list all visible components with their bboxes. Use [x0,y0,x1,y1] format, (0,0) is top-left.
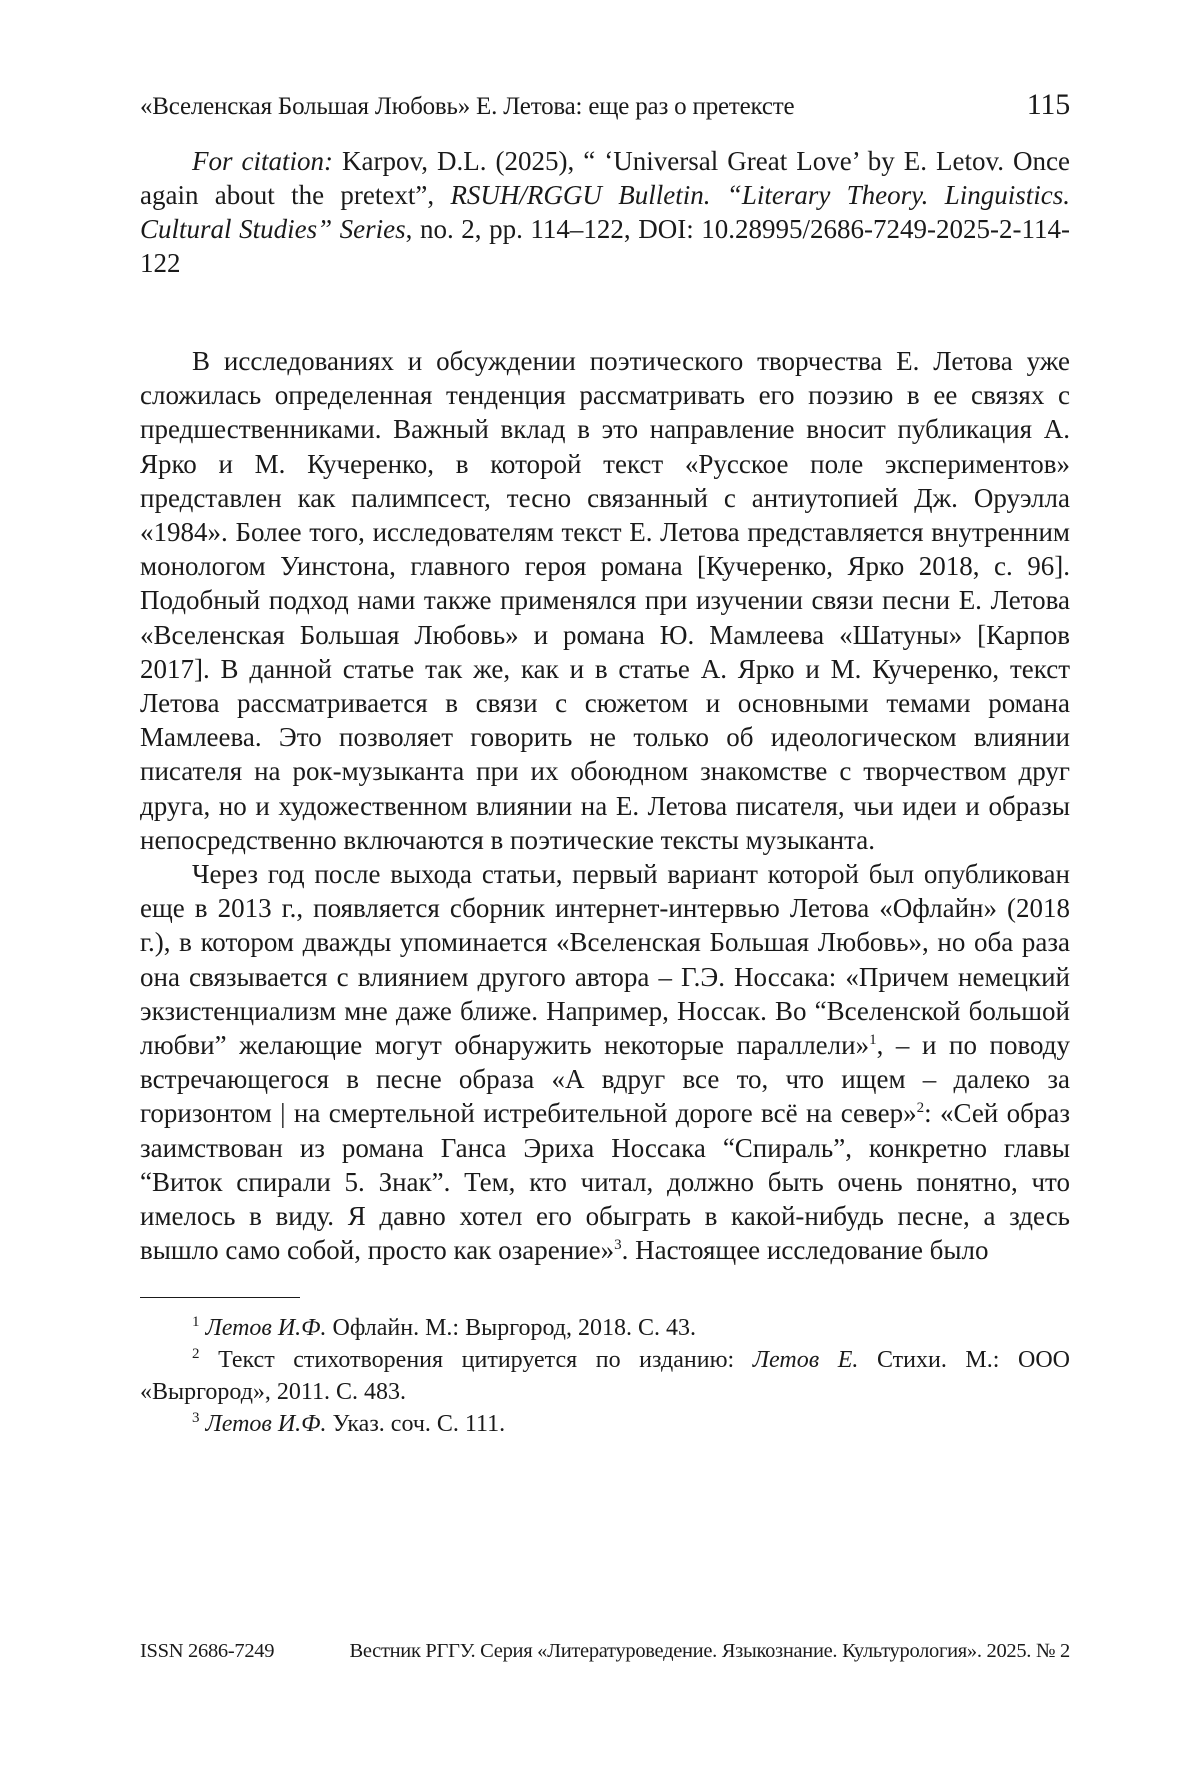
footnote-pre: Текст стихотворения цитируется по изданию: [200,1347,753,1373]
footnotes [140,1312,1070,1440]
paragraph-2-part-2: , – и по поводу встречающегося в песне образа «А вдруг все то, что ищем – далеко за горизонтом | на смертельной истребительной дороге всё на север» [140,1030,1070,1128]
citation-journal: RSUH/RGGU Bulletin. “Literary Theory. Linguistics. Cultural Studies” Series [140,180,1070,244]
footnote-ref-1[interactable]: 1 [869,1032,877,1048]
footnote-text: Офлайн. М.: Выргород, 2018. С. 43. [326,1315,696,1341]
footnote-text: Стихи. М.: ООО «Выргород», 2011. С. 483. [140,1347,1070,1405]
footnote-author: Летов И.Ф. [206,1411,327,1437]
footnote-1 [140,1312,1070,1344]
citation-block [140,144,1070,280]
footer-issn: ISSN 2686-7249 [140,1640,274,1663]
paragraph-2-part-3: : «Сей образ заимствован из романа Ганса Эриха Носсака “Спираль”, конкретно главы “Виток спирали 5. Знак”. Тем, кто читал, должно быть очень понятно, что имелось в виду. Я давно хотел его обыграть в какой-нибудь песне, а здесь вышло само собой, просто как озарение» [140,1098,1070,1265]
citation-details: , no. 2, pp. 114–122, DOI: 10.28995/2686-7249-2025-2-114-122 [140,214,1070,278]
footnote-mark: 3 [192,1410,200,1426]
footnote-mark: 2 [192,1346,200,1362]
article-body [140,344,1070,1267]
running-header [140,88,1070,122]
running-title: «Вселенская Большая Любовь» Е. Летова: еще раз о претексте [140,93,794,121]
footnote-ref-2[interactable]: 2 [917,1100,925,1116]
footnote-divider [140,1297,300,1298]
footnote-mark: 1 [192,1314,200,1330]
paragraph-2 [140,857,1070,1267]
citation-authors: Karpov, D.L. (2025), “ ‘Universal Great Love’ by E. Letov. Once again about the pretext”, [140,146,1070,210]
paragraph-2-part-4: . Настоящее исследование было [622,1235,989,1265]
page-number: 115 [1027,88,1070,122]
footnote-ref-3[interactable]: 3 [614,1237,622,1253]
footnote-2 [140,1344,1070,1408]
citation-label: For citation: [192,146,333,176]
footer-journal: Вестник РГГУ. Серия «Литературоведение. Языкознание. Культурология». 2025. № 2 [349,1640,1070,1663]
paragraph-2-part-1: Через год после выхода статьи, первый вариант которой был опубликован еще в 2013 г., появляется сборник интернет-интервью Летова «Офлайн» (2018 г.), в котором дважды упоминается «Вселенская Большая Любовь», но оба раза она связывается с влиянием другого автора – Г.Э. Носсака: «Причем немецкий экзистенциализм мне даже ближе. Например, Носсак. Во “Вселенской большой любви” желающие могут обнаружить некоторые параллели» [140,859,1070,1060]
page [140,88,1070,1440]
footnote-text: Указ. соч. С. 111. [326,1411,505,1437]
footnote-author: Летов Е. [753,1347,859,1373]
running-footer [140,1640,1070,1663]
paragraph-1: В исследованиях и обсуждении поэтического творчества Е. Летова уже сложилась определенная тенденция рассматривать его поэзию в ее связях с предшественниками. Важный вклад в это направление вносит публикация А. Ярко и М. Кучеренко, в которой текст «Русское поле экспериментов» представлен как палимпсест, тесно связанный с антиутопией Дж. Оруэлла «1984». Более того, исследователям текст Е. Летова представляется внутренним монологом Уинстона, главного героя романа [Кучеренко, Ярко 2018, с. 96]. Подобный подход нами также применялся при изучении связи песни Е. Летова «Вселенская Большая Любовь» и романа Ю. Мамлеева «Шатуны» [Карпов 2017]. В данной статье так же, как и в статье А. Ярко и М. Кучеренко, текст Летова рассматривается в связи с сюжетом и основными темами романа Мамлеева. Это позволяет говорить не только об идеологическом влиянии писателя на рок-музыканта при их обоюдном знакомстве с творчеством друг друга, но и художественном влиянии на Е. Летова писателя, чьи идеи и образы непосредственно включаются в поэтические тексты музыканта. [140,344,1070,857]
footnote-3 [140,1408,1070,1440]
footnote-author: Летов И.Ф. [206,1315,327,1341]
